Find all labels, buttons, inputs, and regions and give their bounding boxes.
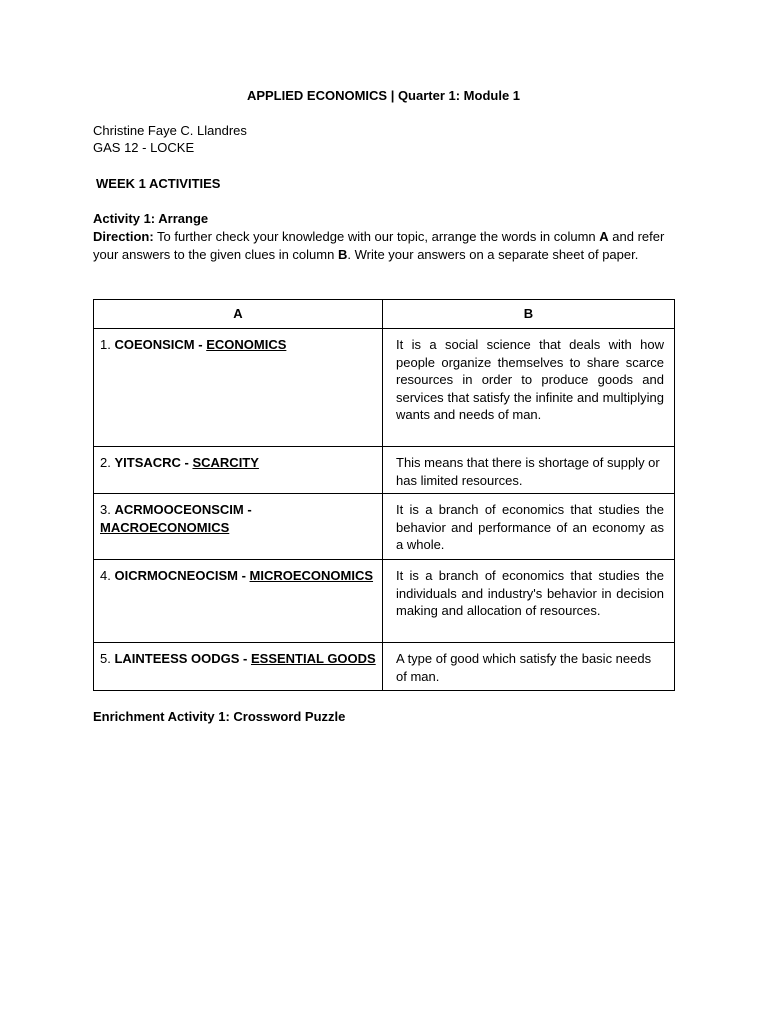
item-number: 3. [100,502,115,517]
item-number: 5. [100,651,115,666]
activity-direction [93,228,668,264]
scrambled-word: LAINTEESS OODGS - [114,651,251,666]
scrambled-word: COEONSICM - [114,337,207,352]
column-b-clue: A type of good which satisfy the basic needs of man. [383,643,675,691]
column-a-reference: A [599,229,609,244]
document-title: APPLIED ECONOMICS | Quarter 1: Module 1 [246,88,521,103]
answer-word: MACROECONOMICS [100,519,230,535]
column-b-clue: It is a social science that deals with how people organize themselves to share scarce resources in order to produce goods and services that satisfy the infinite and multiplying wants and needs of man. [383,329,675,447]
column-a-cell [94,447,383,494]
column-a-cell [94,560,383,643]
column-a-cell [94,643,383,691]
enrichment-heading: Enrichment Activity 1: Crossword Puzzle [93,709,346,724]
column-a-cell [94,329,383,447]
scrambled-word: YITSACRC - [114,455,193,470]
direction-text-2: and refer your answers to the given clues in column [93,229,665,262]
table-row [94,494,675,560]
scrambled-word: ACRMOOCEONSCIM - [114,502,252,517]
item-number: 2. [100,455,115,470]
direction-label: Direction: [93,229,154,244]
activity-title: Activity 1: Arrange [93,211,209,226]
table-row [94,560,675,643]
answer-word: ESSENTIAL GOODS [250,651,376,666]
table-row [94,447,675,494]
answer-word: MICROECONOMICS [249,568,374,583]
student-section: GAS 12 - LOCKE [93,140,195,155]
table-header-row [94,300,675,329]
column-b-reference: B [337,247,348,262]
column-b-clue: This means that there is shortage of supply or has limited resources. [383,447,675,494]
column-a-header: A [94,300,383,329]
answer-word: SCARCITY [192,455,259,470]
table-row [94,329,675,447]
table-row [94,643,675,691]
column-b-clue: It is a branch of economics that studies the individuals and industry's behavior in decision making and allocation of resources. [383,560,675,643]
column-b-clue: It is a branch of economics that studies the behavior and performance of an economy as a whole. [383,494,675,560]
column-b-header: B [383,300,675,329]
scrambled-word: OICRMOCNEOCISM - [114,568,250,583]
direction-text-1: To further check your knowledge with our topic, arrange the words in column [153,229,600,244]
column-a-cell [94,494,383,560]
item-number: 4. [100,568,115,583]
week-heading: WEEK 1 ACTIVITIES [96,176,221,191]
student-name: Christine Faye C. Llandres [93,123,247,138]
answer-word: ECONOMICS [206,337,287,352]
item-number: 1. [100,337,115,352]
direction-text-3: . Write your answers on a separate sheet of paper. [347,247,639,262]
arrange-table [93,299,675,691]
